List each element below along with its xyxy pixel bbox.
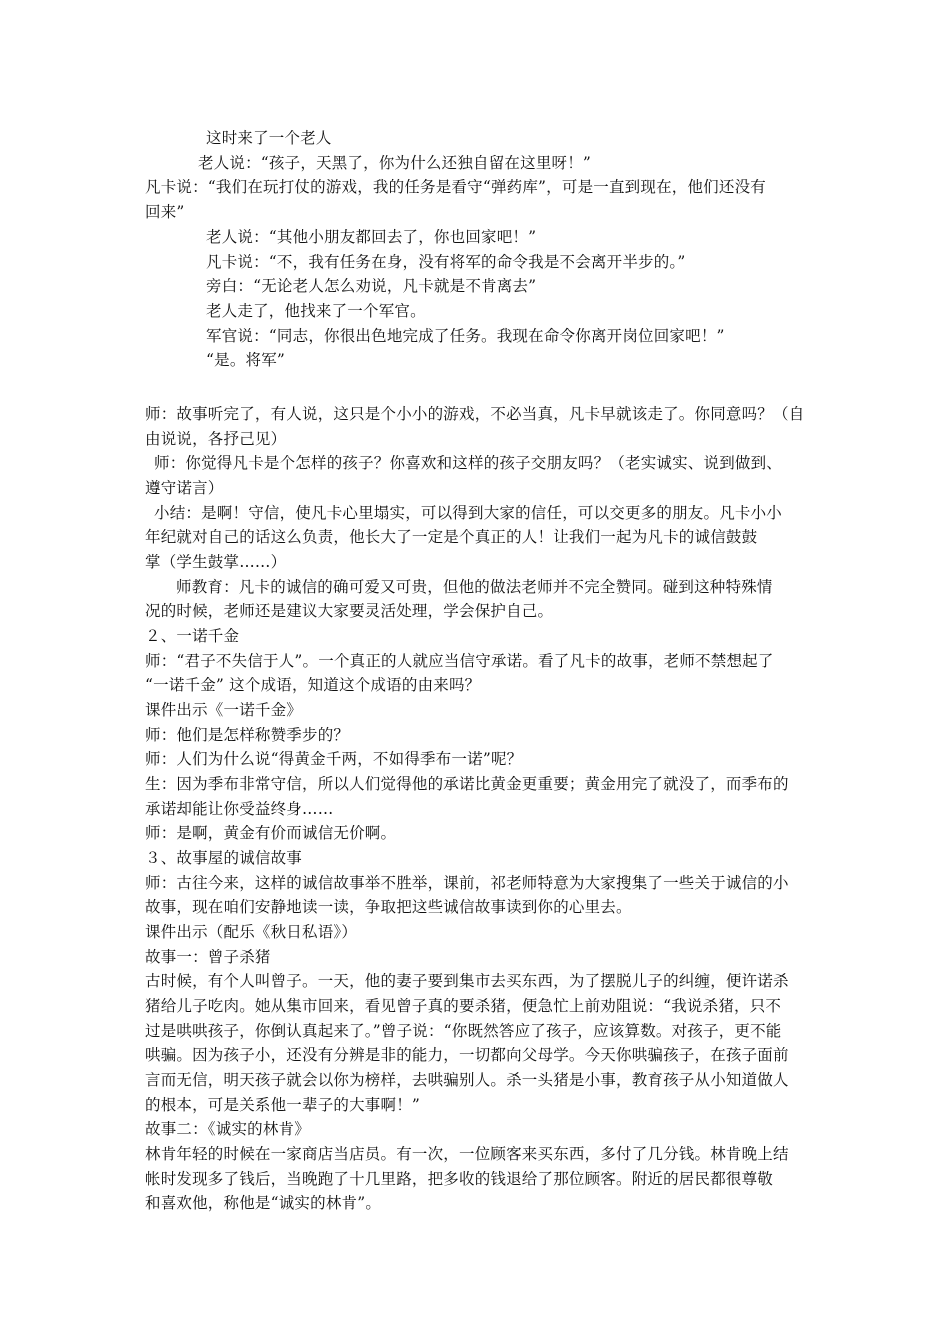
- story-title: 故事一：曾子杀猪: [145, 948, 271, 966]
- text-line: 林肯年轻的时候在一家商店当店员。有一次，一位顾客来买东西，多付了几分钱。林肯晚上结: [145, 1145, 789, 1163]
- text-line: 军官说：“同志，你很出色地完成了任务。我现在命令你离开岗位回家吧！”: [206, 327, 725, 345]
- text-line: 凡卡说：“不，我有任务在身，没有将军的命令我是不会离开半步的。”: [206, 253, 686, 271]
- text-line: 言而无信，明天孩子就会以你为榜样，去哄骗别人。杀一头猪是小事，教育孩子从小知道做人: [145, 1071, 789, 1089]
- text-line: “是。将军”: [206, 351, 286, 369]
- text-line: 小结：是啊！守信，使凡卡心里塌实，可以得到大家的信任，可以交更多的朋友。凡卡小小: [154, 504, 783, 522]
- text-line: 师：故事听完了，有人说，这只是个小小的游戏，不必当真，凡卡早就该走了。你同意吗？（自: [145, 405, 805, 423]
- text-line: 哄骗。因为孩子小，还没有分辨是非的能力，一切都向父母学。今天你哄骗孩子，在孩子面前: [145, 1046, 789, 1064]
- text-line: 旁白：“无论老人怎么劝说，凡卡就是不肯离去”: [206, 277, 537, 295]
- text-line: 课件出示（配乐《秋日私语》）: [145, 923, 358, 941]
- story-title: 故事二：《诚实的林肯》: [145, 1120, 310, 1138]
- text-line: 的根本，可是关系他一辈子的大事啊！”: [145, 1096, 421, 1114]
- text-line: 师教育：凡卡的诚信的确可爱又可贵，但他的做法老师并不完全赞同。碰到这种特殊情: [176, 578, 773, 596]
- text-line: “一诺千金” 这个成语，知道这个成语的由来吗？: [145, 676, 481, 694]
- text-line: 过是哄哄孩子，你倒认真起来了。”曾子说：“你既然答应了孩子，应该算数。对孩子，更不能: [145, 1022, 782, 1040]
- text-line: 帐时发现多了钱后，当晚跑了十几里路，把多收的钱退给了那位顾客。附近的居民都很尊敬: [145, 1170, 774, 1188]
- text-line: 和喜欢他，称他是“诚实的林肯”。: [145, 1194, 382, 1212]
- text-line: 凡卡说：“我们在玩打仗的游戏，我的任务是看守“弹药库”，可是一直到现在，他们还没有: [145, 178, 766, 196]
- text-line: 古时候，有个人叫曾子。一天，他的妻子要到集市去买东西，为了摆脱儿子的纠缠，便许诺杀: [145, 972, 789, 990]
- text-line: 猪给儿子吃肉。她从集市回来，看见曾子真的要杀猪，便急忙上前劝阻说：“我说杀猪，只不: [145, 997, 782, 1015]
- text-line: 这时来了一个老人: [206, 129, 332, 147]
- text-line: 生：因为季布非常守信，所以人们觉得他的承诺比黄金更重要；黄金用完了就没了，而季布的: [145, 775, 789, 793]
- text-line: 师：是啊，黄金有价而诚信无价啊。: [145, 824, 397, 842]
- text-line: 由说说，各抒己见）: [145, 430, 287, 448]
- text-line: 师：人们为什么说“得黄金千两，不如得季布一诺”呢？: [145, 750, 523, 768]
- text-line: 回来”: [145, 203, 185, 221]
- text-line: 师：古往今来，这样的诚信故事举不胜举，课前，祁老师特意为大家搜集了一些关于诚信的小: [145, 874, 789, 892]
- text-line: 况的时候，老师还是建议大家要灵活处理，学会保护自己。: [145, 602, 554, 620]
- text-line: 课件出示《一诺千金》: [145, 701, 303, 719]
- section-heading: ２、一诺千金: [145, 627, 240, 645]
- text-line: 故事，现在咱们安静地读一读，争取把这些诚信故事读到你的心里去。: [145, 898, 632, 916]
- text-line: 遵守诺言）: [145, 479, 224, 497]
- text-line: 师：他们是怎样称赞季步的？: [145, 726, 350, 744]
- text-line: 掌（学生鼓掌……）: [145, 553, 287, 571]
- text-line: 老人走了，他找来了一个军官。: [206, 302, 426, 320]
- text-line: 年纪就对自己的话这么负责，他长大了一定是个真正的人！让我们一起为凡卡的诚信鼓鼓: [145, 528, 758, 546]
- text-line: 老人说：“孩子，天黑了，你为什么还独自留在这里呀！”: [198, 154, 592, 172]
- text-line: 老人说：“其他小朋友都回去了，你也回家吧！”: [206, 228, 537, 246]
- text-line: 承诺却能让你受益终身……: [145, 800, 334, 818]
- section-heading: ３、故事屋的诚信故事: [145, 849, 303, 867]
- text-line: 师：“君子不失信于人”。一个真正的人就应当信守承诺。看了凡卡的故事，老师不禁想起了: [145, 652, 774, 670]
- text-line: 师：你觉得凡卡是个怎样的孩子？你喜欢和这样的孩子交朋友吗？（老实诚实、说到做到、: [154, 454, 783, 472]
